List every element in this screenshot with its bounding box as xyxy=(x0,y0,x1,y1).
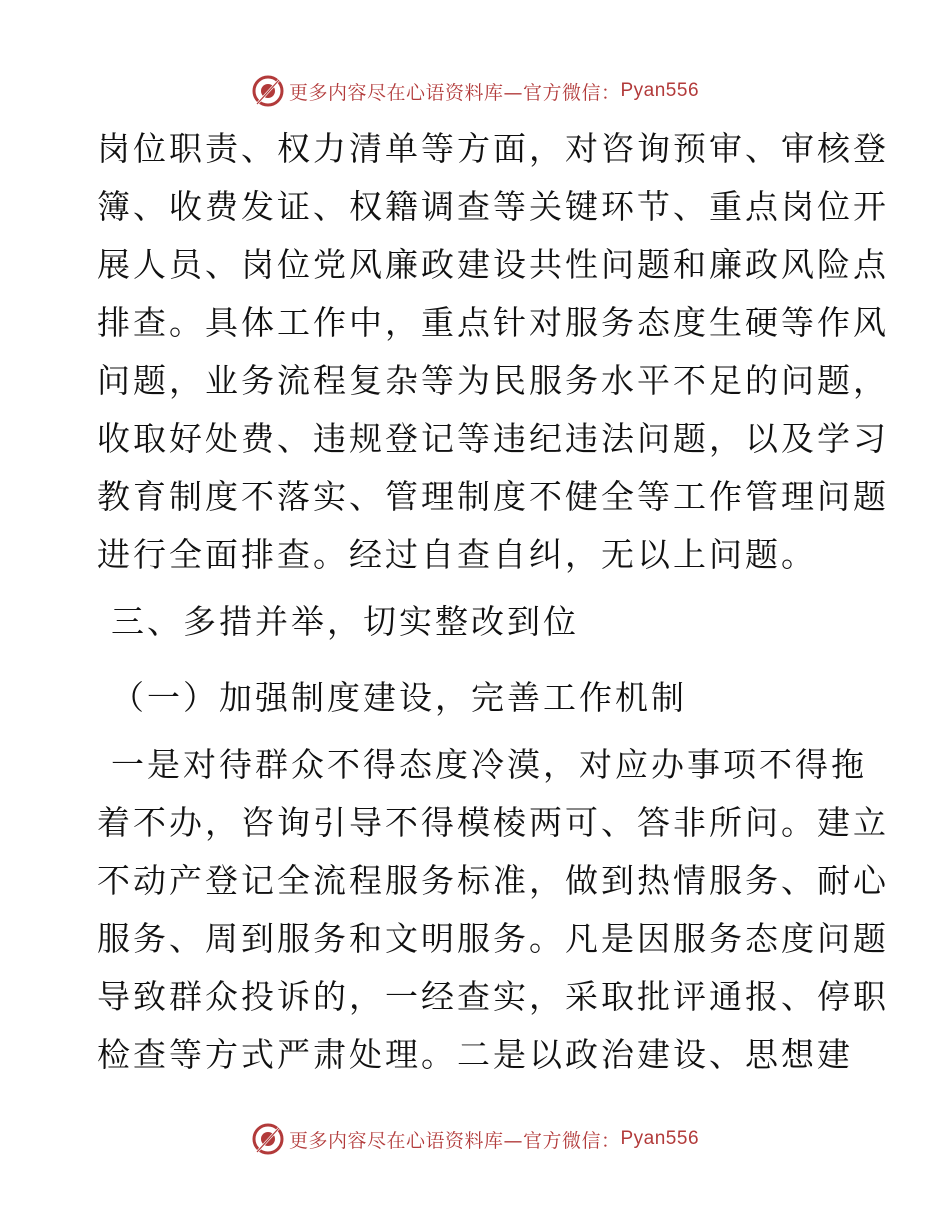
watermark-text: 更多内容尽在心语资料库—官方微信： xyxy=(288,81,621,104)
watermark-footer xyxy=(0,1121,950,1157)
feather-seal-icon xyxy=(251,74,285,108)
watermark-header xyxy=(0,73,950,109)
text-line: 一是对待群众不得态度冷漠，对应办事项不得拖 xyxy=(111,745,867,784)
text-line: 簿、收费发证、权籍调查等关键环节、重点岗位开 xyxy=(97,187,889,226)
watermark-wechat-id: Pyan556 xyxy=(620,1128,700,1149)
text-line: 不动产登记全流程服务标准，做到热情服务、耐心 xyxy=(97,861,889,900)
text-line: 服务、周到服务和文明服务。凡是因服务态度问题 xyxy=(97,919,889,958)
watermark-text: 更多内容尽在心语资料库—官方微信： xyxy=(288,1129,621,1152)
text-line: 检查等方式严肃处理。二是以政治建设、思想建 xyxy=(97,1035,853,1074)
text-line: 排查。具体工作中，重点针对服务态度生硬等作风 xyxy=(97,303,889,342)
text-line: 收取好处费、违规登记等违纪违法问题，以及学习 xyxy=(97,419,889,458)
text-line: 教育制度不落实、管理制度不健全等工作管理问题 xyxy=(97,477,889,516)
text-line: 导致群众投诉的，一经查实，采取批评通报、停职 xyxy=(97,977,889,1016)
feather-seal-icon xyxy=(251,1122,285,1156)
watermark-wechat-id: Pyan556 xyxy=(620,80,700,101)
text-line: 着不办，咨询引导不得模棱两可、答非所问。建立 xyxy=(97,803,889,842)
text-line: 展人员、岗位党风廉政建设共性问题和廉政风险点 xyxy=(97,245,889,284)
text-line: 进行全面排查。经过自查自纠，无以上问题。 xyxy=(97,535,817,574)
document-body xyxy=(97,120,889,1084)
section-heading: 三、多措并举，切实整改到位 xyxy=(111,602,579,641)
subsection-heading: （一）加强制度建设，完善工作机制 xyxy=(111,678,687,717)
text-line: 岗位职责、权力清单等方面，对咨询预审、审核登 xyxy=(97,129,889,168)
text-line: 问题，业务流程复杂等为民服务水平不足的问题， xyxy=(97,361,889,400)
